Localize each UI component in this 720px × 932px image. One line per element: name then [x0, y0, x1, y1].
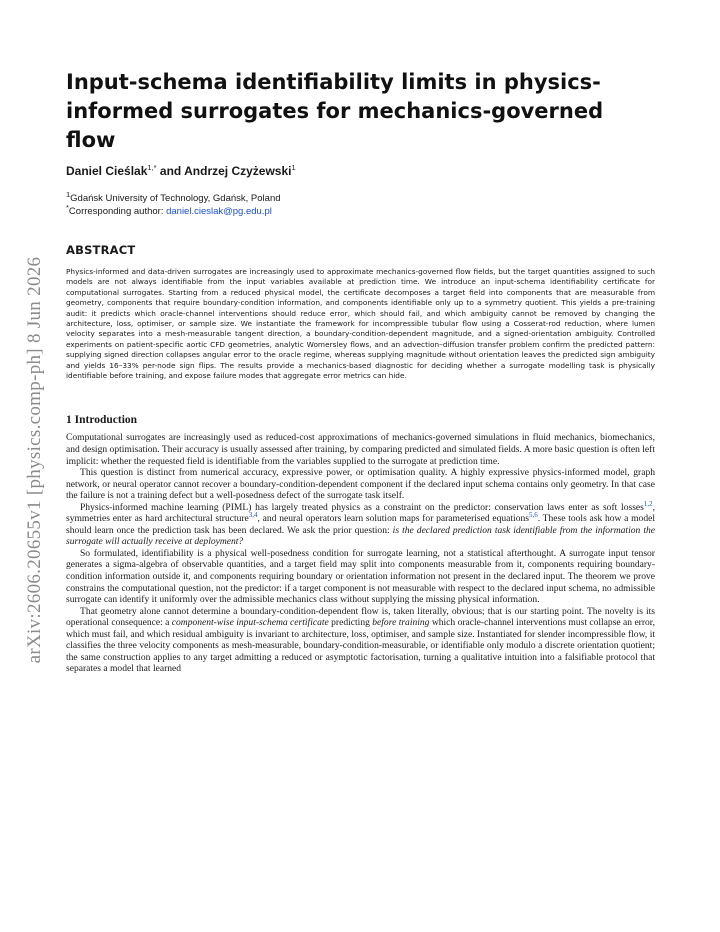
arxiv-sidebar: [20, 200, 50, 720]
author-affiliation-mark: 1: [291, 163, 296, 172]
paragraph: Physics-informed machine learning (PIML) has largely treated physics as a constraint on the predictor: conservation laws enter as soft losses$^{1,2}$, symmetries enter as hard architectural structure$^{3,4}$, and neural operators learn solution maps for parameterised equations$^{5,6}$. These tools ask how a model should learn once the prediction task has been declared. We ask the prior question: is the declared prediction task identifiable from the information the surrogate will actually receive at deployment?: [66, 499, 655, 548]
author-list: [66, 164, 655, 178]
arxiv-identifier: arXiv:2606.20655v1 [physics.comp-ph] 8 Jun 2026: [24, 256, 45, 664]
affiliation-mark: 1: [66, 189, 71, 199]
author-name: Daniel Cieślak: [66, 164, 148, 178]
corresponding-label: Corresponding author:: [68, 206, 167, 217]
paragraph: So formulated, identifiability is a physical well-posedness condition for surrogate learning, not a statistical afterthought. A surrogate input tensor generates a sigma-algebra of observable quantities, and a target field may split into components measurable from it, components requiring boundary-condition information outside it, and components requiring boundary or orientation information not present in the declared input. The theorem we prove constrains the computational question, not the predictor: if a target component is not measurable with respect to the declared input schema, no admissible surrogate can identify it uniformly over the admissible mechanics class without supplying the missing physical information.: [66, 547, 655, 606]
paragraph: That geometry alone cannot determine a boundary-condition-dependent flow is, taken literally, obvious; that is our starting point. The novelty is its operational consequence: a component-wise input-schema certificate predicting before training which oracle-channel interventions must collapse an error, which must fail, and which residual ambiguity is invariant to architecture, loss, optimiser, and sample size. Instantiated for slender incompressible flow, it classifies the three velocity components as mesh-measurable, boundary-condition-measurable, or identifiable only modulo a discrete orientation quotient; the same construction applies to any target admitting a reduced or asymptotic factorisation, turning a qualitative intuition into a falsifiable protocol that separates a model that learned: [66, 605, 655, 675]
corresponding-author: [66, 202, 655, 218]
affiliation: [66, 189, 655, 205]
author-conjunction: and: [156, 164, 185, 178]
author-name: Andrzej Czyżewski: [184, 164, 292, 178]
section-body: [66, 432, 655, 674]
citation-link[interactable]: 5,6: [528, 511, 538, 520]
paper-page: [66, 68, 655, 675]
author-affiliation-mark: 1,*: [147, 163, 157, 172]
section-heading: 1 Introduction: [66, 414, 138, 427]
paragraph: This question is distinct from numerical accuracy, expressive power, or optimisation quality. A highly expressive physics-informed model, graph network, or neural operator cannot recover a boundary-condition-dependent component if the declared input schema contains only geometry. In that case the failure is not a training defect but a well-posedness defect of the surrogate task itself.: [66, 467, 655, 502]
paper-title: Input-schema identifiability limits in physics-informed surrogates for mechanics-governed flow: [66, 70, 604, 152]
email-link[interactable]: daniel.cieslak@pg.edu.pl: [166, 206, 272, 217]
citation-link[interactable]: 1,2: [643, 499, 653, 508]
affiliation-text: Gdańsk University of Technology, Gdańsk, Poland: [70, 193, 281, 204]
paragraph: Computational surrogates are increasingly used as reduced-cost approximations of mechanics-governed simulations in fluid mechanics, biomechanics, and design optimisation. Their accuracy is usually assessed after training, by comparing predicted and simulated fields. A more basic question is often left implicit: whether the requested field is identifiable from the variables supplied to the surrogate at prediction time.: [66, 432, 655, 467]
emphasis-text: before training: [372, 617, 430, 629]
emphasis-text: component-wise input-schema certificate: [171, 617, 329, 629]
abstract-heading: ABSTRACT: [66, 243, 136, 257]
citation-link[interactable]: 3,4: [248, 511, 258, 520]
abstract-text: Physics-informed and data-driven surrogates are increasingly used to approximate mechanics-governed flow fields, but the target quantities assigned to such models are not always identifiable from the input variables available at prediction time. We introduce an input-schema identifiability certificate for computational surrogates. Starting from a reduced physical model, the certificate decomposes a target field into components that are measurable from geometry, components that require boundary-condition information, and components identifiable only up to a symmetry quotient. This yields a pre-training audit: it predicts which oracle-channel interventions should reduce error, which should fail, and which ambiguity cannot be removed by changing the architecture, loss, optimiser, or sample size. We instantiate the framework for incompressible tubular flow using a Cosserat-rod reduction, where lumen velocity separates into a mesh-measurable tangent direction, a boundary-condition-dependent magnitude, and a signed-orientation ambiguity. Controlled experiments on patient-specific aortic CFD geometries, analytic Womersley flows, and an advection–diffusion transfer problem confirm the predicted pattern: supplying signed direction collapses angular error to the oracle regime, whereas supplying magnitude without orientation leaves the predicted sign ambiguity and yields 16–33% per-node sign flips. The results provide a mechanics-based diagnostic for deciding whether a surrogate modelling task is physically identifiable before training, and expose failure modes that aggregate error metrics can hide.: [66, 267, 655, 381]
emphasis-text: is the declared prediction task identifiable from the information the surrogate will actually receive at deployment?: [66, 524, 655, 548]
corresponding-mark: *: [66, 202, 69, 212]
